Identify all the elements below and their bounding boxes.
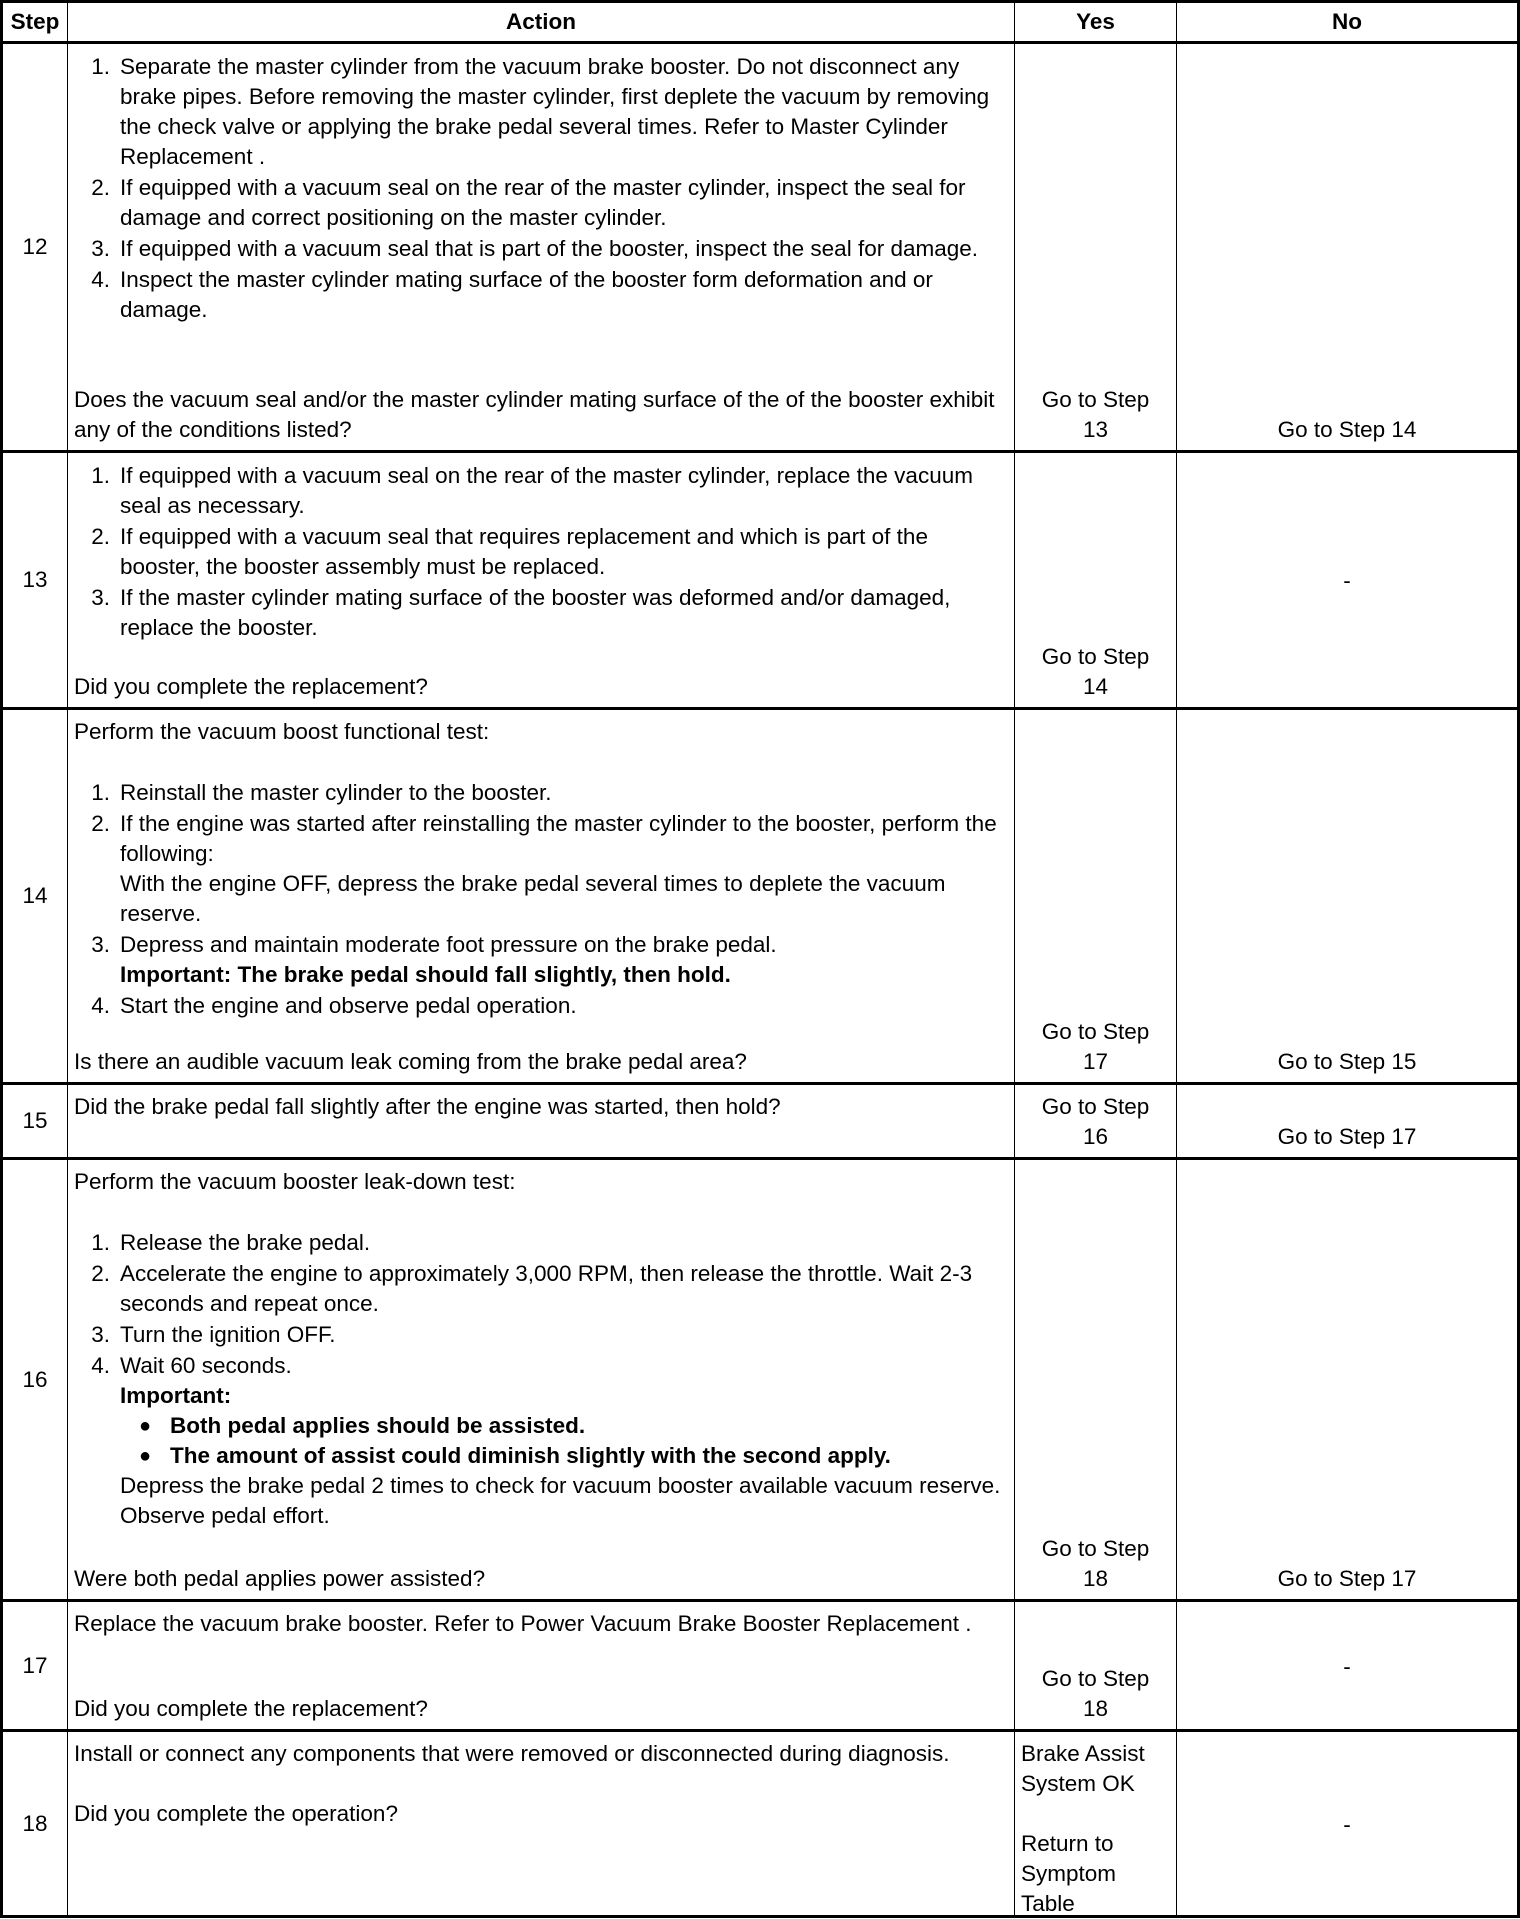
yes-content [1015,44,1176,450]
list-item-body [120,991,1008,1021]
action-cell [68,452,1015,709]
list-item-text: Depress and maintain moderate foot pressure on the brake pedal. [120,932,777,957]
yes-cell [1015,452,1177,709]
yes-result: Go to Step 13 [1041,387,1150,442]
action-question: Were both pedal applies power assisted? [74,1566,486,1591]
list-item [74,1228,1008,1258]
list-item-text: If equipped with a vacuum seal on the rear of the master cylinder, inspect the seal for damage and correct positioning on the master cylinder. [120,175,966,230]
table-row [2,43,1519,452]
action-paragraph: Perform the vacuum boost functional test: [74,719,490,744]
list-item [74,1351,1008,1531]
action-content [68,1085,1014,1157]
no-result: - [1343,1653,1351,1679]
list-item [74,1259,1008,1319]
list-number: 3. [91,1322,110,1347]
action-cell [68,1601,1015,1731]
action-cell [68,1731,1015,1917]
list-item-text: Depress the brake pedal 2 times to check for vacuum booster available vacuum reserve. Observe pedal effort. [120,1473,1001,1528]
list-item-body [120,1320,1008,1350]
no-cell [1177,1601,1519,1731]
list-item-text: Reinstall the master cylinder to the booster. [120,780,552,805]
action-cell [68,43,1015,452]
header-yes: Yes [1015,2,1177,43]
list-number: 3. [91,236,110,261]
yes-cell [1015,1731,1177,1917]
yes-cell [1015,1601,1177,1731]
list-item-text: Accelerate the engine to approximately 3,000 RPM, then release the throttle. Wait 2-3 seconds and repeat once. [120,1261,973,1316]
table-body [2,43,1519,1917]
yes-result: Go to Step 18 [1041,1666,1150,1721]
yes-content [1015,1160,1176,1599]
no-content [1177,1085,1517,1157]
yes-cell [1015,43,1177,452]
no-cell [1177,1159,1519,1601]
list-number: 3. [91,585,110,610]
list-number: 4. [91,1353,110,1378]
list-item-body [120,461,1008,521]
list-item-body [120,522,1008,582]
yes-content [1015,710,1176,1082]
table-row [2,1159,1519,1601]
bullet-icon: ● [138,1415,152,1437]
step-number: 18 [2,1731,68,1917]
action-question: Did you complete the replacement? [74,1696,428,1721]
list-item-body [120,265,1008,325]
list-item-text: Turn the ignition OFF. [120,1322,336,1347]
bullet-item [120,1441,1008,1471]
list-item-body [120,778,1008,808]
action-content [68,44,1014,450]
yes-cell [1015,1159,1177,1601]
step-number: 15 [2,1084,68,1159]
table-row [2,709,1519,1084]
no-result: - [1343,568,1351,593]
action-cell [68,1084,1015,1159]
blank-line [74,1197,1008,1227]
yes-result: Go to Step 17 [1041,1019,1150,1074]
blank-line [74,1769,1008,1799]
bullet-icon: ● [138,1445,152,1467]
no-content [1177,1160,1517,1599]
list-item [74,461,1008,521]
list-number: 1. [91,780,110,805]
yes-content [1015,1602,1176,1729]
list-item-body [120,234,1008,264]
header-no: No [1177,2,1519,43]
no-cell [1177,43,1519,452]
action-content [68,710,1014,1082]
important-note: Important: The brake pedal should fall slightly, then hold. [120,962,731,987]
action-content [68,1732,1014,1915]
step-number: 14 [2,709,68,1084]
action-paragraph: Install or connect any components that were removed or disconnected during diagnosis. [74,1741,950,1766]
no-result: Go to Step 17 [1277,1566,1417,1591]
list-item-text: If equipped with a vacuum seal that is part of the booster, inspect the seal for damage. [120,236,979,261]
list-number: 2. [91,175,110,200]
yes-result: Go to Step 14 [1041,644,1150,699]
list-item-body [120,1259,1008,1319]
list-item [74,809,1008,929]
bullet-text: Both pedal applies should be assisted. [170,1413,586,1438]
list-item [74,930,1008,990]
list-item [74,778,1008,808]
list-item-text: If equipped with a vacuum seal on the rear of the master cylinder, replace the vacuum seal as necessary. [120,463,973,518]
list-item-text: If the master cylinder mating surface of the booster was deformed and/or damaged, replace the booster. [120,585,951,640]
list-item-text: If the engine was started after reinstalling the master cylinder to the booster, perform the following: [120,811,997,866]
yes-content [1015,453,1176,707]
action-cell [68,709,1015,1084]
list-number: 1. [91,1230,110,1255]
action-paragraph: Replace the vacuum brake booster. Refer to Power Vacuum Brake Booster Replacement . [74,1611,972,1636]
action-paragraph: Perform the vacuum booster leak-down test: [74,1169,516,1194]
list-item-text: Release the brake pedal. [120,1230,371,1255]
important-note: Important: [120,1383,232,1408]
table-row [2,452,1519,709]
header-step: Step [2,2,68,43]
no-cell [1177,1731,1519,1917]
yes-cell [1015,709,1177,1084]
action-content [68,1160,1014,1599]
no-cell [1177,709,1519,1084]
list-item-body [120,1351,1008,1531]
list-item [74,991,1008,1021]
list-item [74,583,1008,643]
list-item [74,234,1008,264]
list-number: 1. [91,54,110,79]
blank-line [74,747,1008,777]
bullet-text: The amount of assist could diminish slightly with the second apply. [170,1443,891,1468]
list-item-text: Start the engine and observe pedal operation. [120,993,577,1018]
list-item-text: Inspect the master cylinder mating surface of the booster form deformation and or damage. [120,267,933,322]
action-content [68,1602,1014,1729]
header-action: Action [68,2,1015,43]
no-content [1177,453,1517,707]
list-item-body [120,583,1008,643]
no-result: Go to Step 14 [1277,417,1417,442]
yes-result: Go to Step 18 [1041,1536,1150,1591]
list-item [74,1320,1008,1350]
no-result: - [1343,1811,1351,1837]
table-row [2,1731,1519,1917]
list-number: 4. [91,267,110,292]
no-cell [1177,1084,1519,1159]
no-content [1177,44,1517,450]
action-paragraph: Did the brake pedal fall slightly after the engine was started, then hold? [74,1094,781,1119]
list-number: 4. [91,993,110,1018]
list-number: 2. [91,1261,110,1286]
list-item [74,265,1008,325]
no-content [1177,1732,1517,1915]
table-row [2,1601,1519,1731]
list-item-body [120,1228,1008,1258]
yes-result: Go to Step 16 [1041,1094,1150,1149]
yes-content [1015,1085,1176,1157]
step-number: 13 [2,452,68,709]
list-item [74,173,1008,233]
table-row [2,1084,1519,1159]
action-question: Is there an audible vacuum leak coming from the brake pedal area? [74,1049,747,1074]
list-number: 2. [91,524,110,549]
list-item-text: If equipped with a vacuum seal that requires replacement and which is part of the booster, the booster assembly must be replaced. [120,524,928,579]
yes-result: Brake Assist System OK Return to Symptom Table [1021,1741,1145,1916]
no-result: Go to Step 17 [1277,1124,1417,1149]
list-item-body [120,52,1008,172]
action-cell [68,1159,1015,1601]
list-item-body [120,173,1008,233]
list-item [74,522,1008,582]
no-result: Go to Step 15 [1277,1049,1417,1074]
list-item-text: Separate the master cylinder from the vacuum brake booster. Do not disconnect any brake pipes. Before removing the master cylinder, first deplete the vacuum by removing the check valve or applying the brake pedal several times. Refer to Master Cylinder Replacement . [120,54,990,169]
no-content [1177,1602,1517,1729]
action-question: Does the vacuum seal and/or the master cylinder mating surface of the of the booster exhibit any of the conditions listed? [74,387,995,442]
list-item-text: Wait 60 seconds. [120,1353,292,1378]
list-item [74,52,1008,172]
action-paragraph: Did you complete the operation? [74,1801,398,1826]
no-content [1177,710,1517,1082]
list-number: 2. [91,811,110,836]
yes-cell [1015,1084,1177,1159]
no-cell [1177,452,1519,709]
step-number: 17 [2,1601,68,1731]
step-number: 12 [2,43,68,452]
list-number: 3. [91,932,110,957]
bullet-item [120,1411,1008,1441]
list-item-body [120,809,1008,929]
action-content [68,453,1014,707]
list-item-text: With the engine OFF, depress the brake pedal several times to deplete the vacuum reserve. [120,871,946,926]
action-question: Did you complete the replacement? [74,674,428,699]
yes-content [1015,1732,1176,1915]
step-number: 16 [2,1159,68,1601]
list-item-body [120,930,1008,990]
list-number: 1. [91,463,110,488]
